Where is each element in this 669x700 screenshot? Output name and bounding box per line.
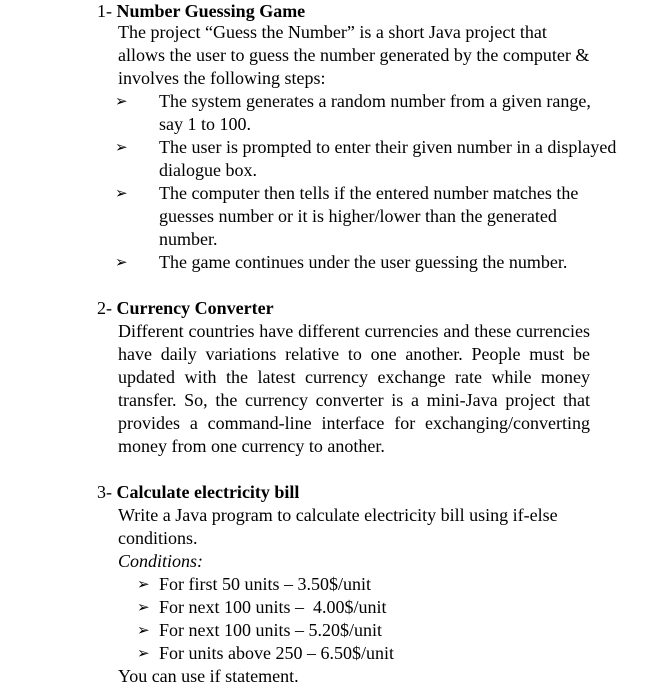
section-number: 1-: [97, 1, 112, 21]
list-item: ➢ The user is prompted to enter their given number in a displayed dialogue box.: [115, 137, 617, 180]
list-item: ➢ The game continues under the user guessing the number.: [115, 252, 568, 272]
list-item: ➢ The system generates a random number from a given range, say 1 to 100.: [115, 91, 591, 134]
arrow-bullet-icon: ➢: [115, 138, 128, 156]
arrow-bullet-icon: ➢: [115, 92, 128, 110]
arrow-bullet-icon: ➢: [137, 621, 150, 639]
list-item: ➢ For units above 250 – 6.50$/unit: [137, 643, 394, 663]
list-item: ➢ For next 100 units – 4.00$/unit: [137, 597, 387, 617]
section-title: Number Guessing Game: [116, 1, 306, 21]
arrow-bullet-icon: ➢: [137, 598, 150, 616]
section-title: Calculate electricity bill: [116, 482, 300, 502]
section-number: 2-: [97, 298, 112, 318]
section-1-heading: [97, 0, 305, 23]
section-3-intro: Write a Java program to calculate electricity bill using if-else conditions.: [118, 505, 558, 548]
list-item: ➢ The computer then tells if the entered number matches the guesses number or it is higher/lower than the generated number.: [115, 183, 579, 249]
section-1-intro: The project “Guess the Number” is a short Java project that allows the user to guess the number generated by the computer & involves the following steps:: [118, 22, 590, 88]
section-3-heading: [97, 481, 299, 504]
list-item: ➢ For next 100 units – 5.20$/unit: [137, 620, 383, 640]
section-title: Currency Converter: [116, 298, 274, 318]
arrow-bullet-icon: ➢: [137, 575, 150, 593]
list-item: ➢ For first 50 units – 3.50$/unit: [137, 574, 372, 594]
section-number: 3-: [97, 482, 112, 502]
arrow-bullet-icon: ➢: [115, 253, 128, 271]
section-3-footer: You can use if statement.: [118, 666, 299, 686]
section-2-heading: [97, 297, 274, 320]
arrow-bullet-icon: ➢: [115, 184, 128, 202]
section-2-body: Different countries have different currencies and these currencies have daily variations relative to one another. People must be updated with the latest currency exchange rate while money transfer. So, the currency converter is a mini-Java project that provides a command-line interface for exchanging/converting money from one currency to another.: [118, 321, 590, 456]
arrow-bullet-icon: ➢: [137, 644, 150, 662]
conditions-label: Conditions:: [118, 551, 204, 571]
